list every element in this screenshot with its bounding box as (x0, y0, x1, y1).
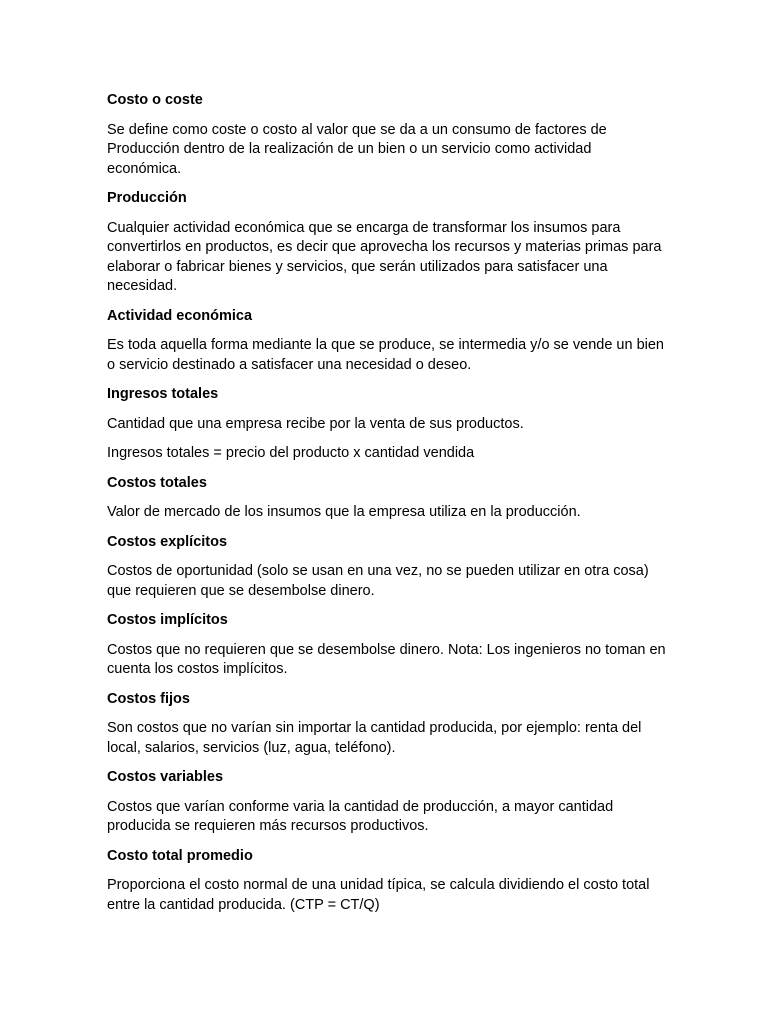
section-heading: Actividad económica (107, 307, 253, 324)
section-paragraph: Valor de mercado de los insumos que la empresa utiliza en la producción. (107, 504, 581, 520)
section-heading: Costos fijos (107, 690, 190, 707)
document-page (107, 91, 667, 925)
section-paragraph: Es toda aquella forma mediante la que se produce, se intermedia y/o se vende un bien o servicio destinado a satisfacer una necesidad o deseo. (107, 337, 664, 373)
section-costos-totales (107, 474, 667, 523)
section-costos-variables (107, 768, 667, 837)
section-costo-o-coste (107, 91, 667, 179)
section-costos-implicitos (107, 611, 667, 680)
section-formula: Ingresos totales = precio del producto x cantidad vendida (107, 445, 475, 461)
section-heading: Costo total promedio (107, 847, 253, 864)
section-costo-total-promedio (107, 847, 667, 916)
section-heading: Costos totales (107, 474, 207, 491)
section-costos-fijos (107, 690, 667, 759)
section-heading: Ingresos totales (107, 386, 219, 402)
section-heading: Costos implícitos (107, 612, 228, 628)
section-produccion (107, 189, 667, 297)
section-paragraph: Cualquier actividad económica que se encarga de transformar los insumos para convertirlos en productos, es decir que aprovecha los recursos y materias primas para elaborar o fabricar bienes y servicios, que serán utilizados para satisfacer una necesidad. (107, 219, 662, 294)
section-paragraph: Costos de oportunidad (solo se usan en una vez, no se pueden utilizar en otra cosa) que requieren que se desembolse dinero. (107, 563, 649, 599)
section-paragraph: Cantidad que una empresa recibe por la venta de sus productos. (107, 415, 524, 432)
section-heading: Costos variables (107, 769, 224, 785)
section-paragraph: Son costos que no varían sin importar la cantidad producida, por ejemplo: renta del local, salarios, servicios (luz, agua, teléfono). (107, 720, 642, 756)
section-heading: Costo o coste (107, 92, 203, 108)
section-heading: Producción (107, 190, 187, 206)
section-paragraph: Costos que varían conforme varia la cantidad de producción, a mayor cantidad producida se requieren más recursos productivos. (107, 798, 614, 834)
section-paragraph: Proporciona el costo normal de una unidad típica, se calcula dividiendo el costo total entre la cantidad producida. (CTP = CT/Q) (107, 877, 650, 913)
section-heading: Costos explícitos (107, 533, 228, 550)
section-paragraph: Costos que no requieren que se desembolse dinero. Nota: Los ingenieros no toman en cuenta los costos implícitos. (107, 641, 666, 677)
section-costos-explicitos (107, 533, 667, 602)
section-paragraph: Se define como coste o costo al valor que se da a un consumo de factores de Producción dentro de la realización de un bien o un servicio como actividad económica. (107, 121, 607, 177)
section-actividad-economica (107, 307, 667, 376)
section-ingresos-totales (107, 385, 667, 464)
